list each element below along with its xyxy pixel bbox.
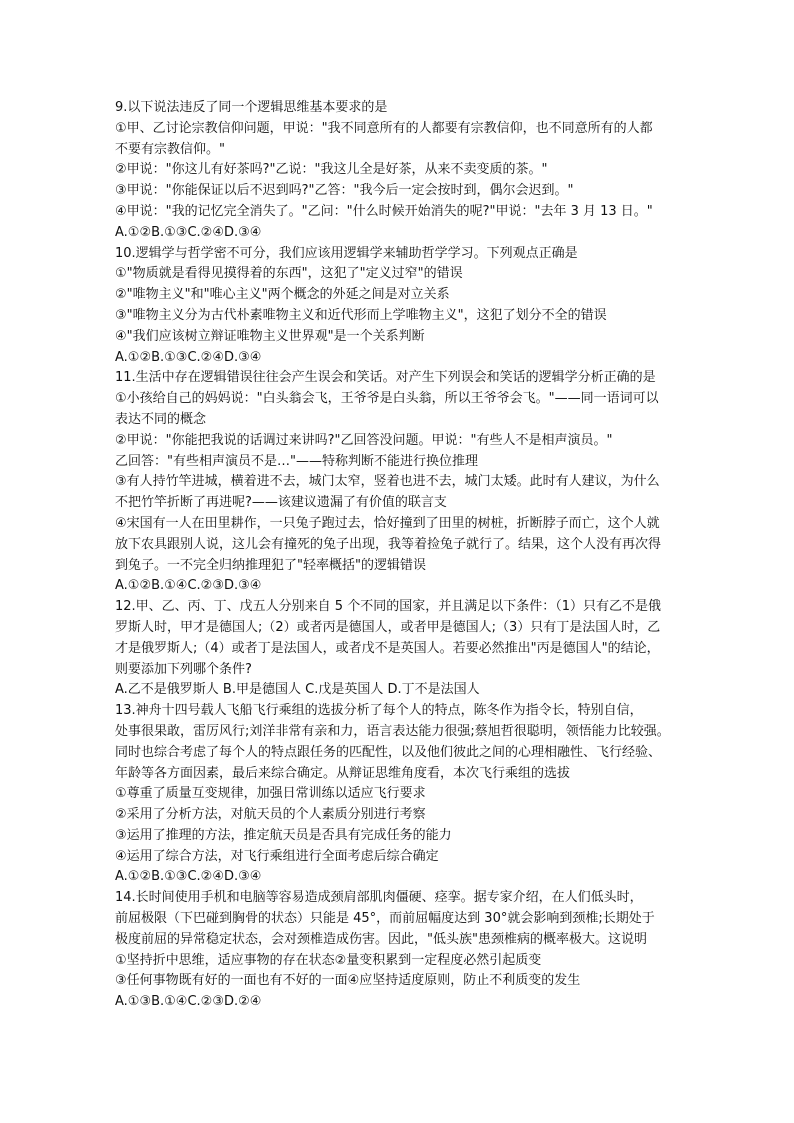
question-line: 罗斯人时，甲才是德国人;（2）或者丙是德国人，或者甲是德国人;（3）只有丁是法国人时，乙 [115,619,661,635]
answer-options: A.①②B.①③C.②④D.③④ [115,869,262,885]
question-line: 则要添加下列哪个条件? [115,661,252,677]
question-line: ①"物质就是看得见摸得着的东西"，这犯了"定义过窄"的错误 [115,266,463,282]
question-line: ④"我们应该树立辩证唯物主义世界观"是一个关系判断 [115,328,425,344]
question-line: ②"唯物主义"和"唯心主义"两个概念的外延之间是对立关系 [115,287,450,303]
question-line: ③任何事物既有好的一面也有不好的一面④应坚持适度原则，防止不利质变的发生 [115,973,581,989]
question-line: ①小孩给自己的妈妈说："白头翁会飞，王爷爷是白头翁，所以王爷爷会飞。"——同一语词可以 [115,391,659,407]
question-stem: 13.神舟十四号载人飞船飞行乘组的选拔分析了每个人的特点，陈冬作为指令长，特别自信， [115,703,643,719]
question-line: ②甲说："你能把我说的话调过来讲吗?"乙回答没问题。甲说："有些人不是相声演员。" [115,432,613,448]
question-line: ③运用了推理的方法，推定航天员是否具有完成任务的能力 [115,827,452,843]
question-line: ③"唯物主义分为古代朴素唯物主义和近代形而上学唯物主义"，这犯了划分不全的错误 [115,307,607,323]
question-block [115,701,700,888]
question-line: ④运用了综合方法，对飞行乘组进行全面考虑后综合确定 [115,848,439,864]
question-line: ②采用了分析方法，对航天员的个人素质分别进行考察 [115,807,426,823]
question-line: ④宋国有一人在田里耕作，一只兔子跑过去，恰好撞到了田里的树桩，折断脖子而亡，这个人就 [115,515,660,531]
question-block [115,597,700,701]
question-line: ①尊重了质量互变规律，加强日常训练以适应飞行要求 [115,786,426,802]
question-stem: 14.长时间使用手机和电脑等容易造成颈肩部肌肉僵硬、痉挛。据专家介绍，在人们低头时， [115,890,643,906]
question-line: 表达不同的概念 [115,411,207,427]
question-line: 同时也综合考虑了每个人的特点跟任务的匹配性，以及他们彼此之间的心理相融性、飞行经验、 [115,744,662,760]
question-stem: 9.以下说法违反了同一个逻辑思维基本要求的是 [115,100,388,115]
question-stem: 11.生活中存在逻辑错误往往会产生误会和笑话。对产生下列误会和笑话的逻辑学分析正确的是 [115,370,656,386]
question-line: 乙回答："有些相声演员不是…"——特称判断不能进行换位推理 [115,453,478,469]
question-block [115,98,700,244]
answer-options: A.①②B.①③C.②④D.③④ [115,224,262,240]
question-line: 年龄等各方面因素，最后来综合确定。从辩证思维角度看，本次飞行乘组的选拔 [115,765,571,781]
question-line: 极度前屈的异常稳定状态，会对颈椎造成伤害。因此，"低头族"患颈椎病的概率极大。这说明 [115,931,647,947]
question-block [115,888,700,1013]
question-stem: 12.甲、乙、丙、丁、戊五人分别来自 5 个不同的国家，并且满足以下条件：（1）只有乙不是俄 [115,599,661,615]
question-line: ④甲说："我的记忆完全消失了。"乙问："什么时候开始消失的呢?"甲说："去年 3 月 13 日。" [115,203,653,219]
question-line: ③有人持竹竿进城，横着进不去，城门太窄，竖着也进不去，城门太矮。此时有人建议，为什么 [115,474,660,490]
answer-options: A.①③B.①④C.②③D.②④ [115,994,262,1010]
question-line: 才是俄罗斯人;（4）或者丁是法国人，或者戊不是英国人。若要必然推出"丙是德国人"的结论， [115,640,660,656]
answer-options: A.①②B.①③C.②④D.③④ [115,349,262,365]
exam-page [115,98,700,1013]
question-line: 处事很果敢，雷厉风行;刘洋非常有亲和力，语言表达能力很强;蔡旭哲很聪明，领悟能力比较强。 [115,723,670,739]
question-block [115,244,700,369]
question-line: 前屈极限（下巴碰到胸骨的状态）只能是 45°，而前屈幅度达到 30°就会影响到颈椎;长期处于 [115,911,655,927]
question-line: ①甲、乙讨论宗教信仰问题，甲说："我不同意所有的人都要有宗教信仰，也不同意所有的人都 [115,120,653,136]
question-line: 到兔子。一不完全归纳推理犯了"轻率概括"的逻辑错误 [115,557,426,573]
answer-options: A.①②B.①④C.②③D.③④ [115,578,262,594]
question-line: 不要有宗教信仰。" [115,141,225,157]
question-block [115,368,700,597]
answer-options: A.乙不是俄罗斯人 B.甲是德国人 C.戊是英国人 D.丁不是法国人 [115,682,480,698]
question-line: 不把竹竿折断了再进呢?——该建议遗漏了有价值的联言支 [115,495,447,511]
question-stem: 10.逻辑学与哲学密不可分，我们应该用逻辑学来辅助哲学学习。下列观点正确是 [115,245,578,261]
question-line: ③甲说："你能保证以后不迟到吗?"乙答："我今后一定会按时到，偶尔会迟到。" [115,183,574,199]
question-line: 放下农具跟别人说，这儿会有撞死的兔子出现，我等着捡兔子就行了。结果，这个人没有再次得 [115,536,662,552]
question-line: ②甲说："你这儿有好茶吗?"乙说："我这儿全是好茶，从来不卖变质的茶。" [115,162,548,178]
question-line: ①坚持折中思维，适应事物的存在状态②量变积累到一定程度必然引起质变 [115,952,542,968]
